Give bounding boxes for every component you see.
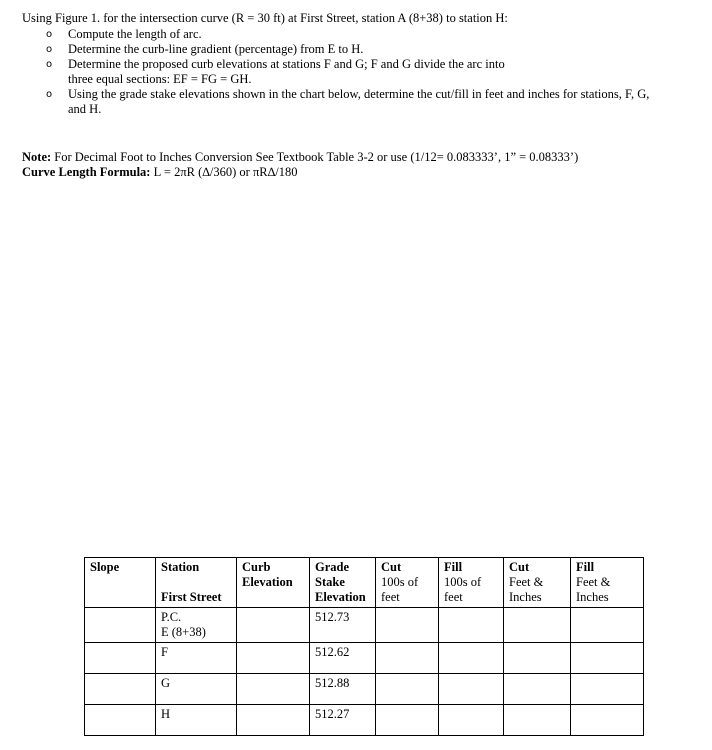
list-item: o Determine the curb-line gradient (percentage) from E to H. — [46, 42, 364, 56]
grade-stake-cell: 512.88 — [310, 674, 376, 705]
fill-feet-inches-cell[interactable] — [571, 608, 644, 643]
fill-100s-cell[interactable] — [439, 608, 504, 643]
instructions-list — [46, 27, 706, 117]
curb-elevation-cell[interactable] — [237, 608, 310, 643]
cut-100s-cell[interactable] — [376, 643, 439, 674]
list-item: o Determine the proposed curb elevations at stations F and G; F and G divide the arc into three equal sections: EF = FG = GH. — [46, 57, 505, 86]
hollow-bullet-icon: o — [46, 44, 53, 55]
cut-100s-cell[interactable] — [376, 674, 439, 705]
fill-100s-cell[interactable] — [439, 643, 504, 674]
fill-100s-cell[interactable] — [439, 705, 504, 736]
hollow-bullet-icon: o — [46, 89, 53, 100]
station-cell: H — [156, 705, 237, 736]
grade-stake-cell: 512.27 — [310, 705, 376, 736]
notes-block — [22, 150, 578, 180]
grade-stake-cell: 512.62 — [310, 643, 376, 674]
curve-formula: Curve Length Formula: L = 2πR (∆/360) or πR∆/180 — [22, 165, 298, 179]
slope-cell[interactable] — [85, 705, 156, 736]
list-item: o Compute the length of arc. — [46, 27, 202, 41]
hollow-bullet-icon: o — [46, 29, 53, 40]
grade-stake-table — [84, 557, 644, 736]
grade-stake-cell: 512.73 — [310, 608, 376, 643]
cut-100s-header: Cut 100s of feet — [376, 558, 439, 608]
cut-100s-cell[interactable] — [376, 705, 439, 736]
station-cell: F — [156, 643, 237, 674]
list-item: o Using the grade stake elevations shown in the chart below, determine the cut/fill in feet and inches for stations, F, G, and H. — [46, 87, 650, 116]
fill-feet-inches-header: Fill Feet & Inches — [571, 558, 644, 608]
table-row — [85, 608, 644, 643]
slope-header: Slope — [85, 558, 156, 608]
curb-elevation-header: Curb Elevation — [237, 558, 310, 608]
table-row — [85, 643, 644, 674]
table-row — [85, 705, 644, 736]
station-header: Station First Street — [156, 558, 237, 608]
fill-feet-inches-cell[interactable] — [571, 674, 644, 705]
fill-feet-inches-cell[interactable] — [571, 705, 644, 736]
slope-cell[interactable] — [85, 674, 156, 705]
conversion-note: Note: For Decimal Foot to Inches Conversion See Textbook Table 3-2 or use (1/12= 0.083333’, 1” = 0.08333’) — [22, 150, 579, 164]
cut-feet-inches-cell[interactable] — [504, 643, 571, 674]
grade-stake-header: Grade Stake Elevation — [310, 558, 376, 608]
curb-elevation-cell[interactable] — [237, 705, 310, 736]
curb-elevation-cell[interactable] — [237, 674, 310, 705]
slope-cell[interactable] — [85, 643, 156, 674]
cut-feet-inches-cell[interactable] — [504, 608, 571, 643]
table-row — [85, 674, 644, 705]
hollow-bullet-icon: o — [46, 59, 53, 70]
table-header-row — [85, 558, 644, 608]
fill-feet-inches-cell[interactable] — [571, 643, 644, 674]
station-cell: G — [156, 674, 237, 705]
fill-100s-header: Fill 100s of feet — [439, 558, 504, 608]
curb-elevation-cell[interactable] — [237, 643, 310, 674]
slope-cell[interactable] — [85, 608, 156, 643]
cut-feet-inches-header: Cut Feet & Inches — [504, 558, 571, 608]
instructions-intro: Using Figure 1. for the intersection curve (R = 30 ft) at First Street, station A (8+38) to station H: — [22, 11, 508, 25]
cut-100s-cell[interactable] — [376, 608, 439, 643]
station-cell: P.C. E (8+38) — [156, 608, 237, 643]
fill-100s-cell[interactable] — [439, 674, 504, 705]
cut-feet-inches-cell[interactable] — [504, 705, 571, 736]
cut-feet-inches-cell[interactable] — [504, 674, 571, 705]
